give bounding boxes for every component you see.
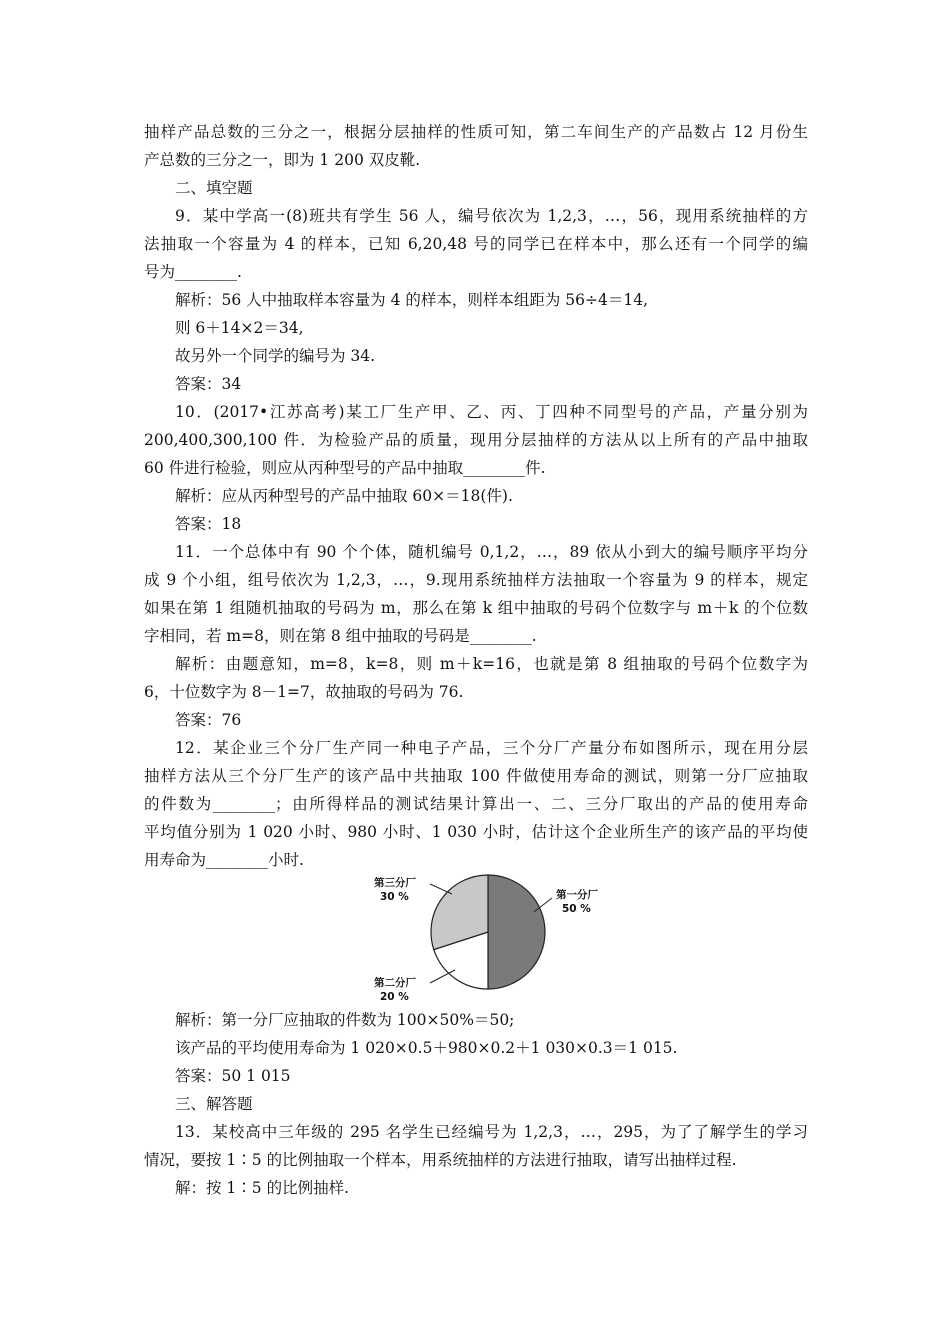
question-text: 号为________. [144, 263, 242, 281]
slice-percent-label: 50 % [562, 903, 591, 915]
question-text: 用寿命为________小时. [144, 851, 304, 869]
solution-text: 解析：应从丙种型号的产品中抽取 60×＝18(件). [175, 487, 513, 505]
solution-text: 解析：第一分厂应抽取的件数为 100×50%＝50; [175, 1011, 515, 1029]
answer-text: 答案：34 [175, 375, 242, 393]
question-text: 10．(2017•江苏高考)某工厂生产甲、乙、丙、丁四种不同型号的产品，产量分别为 [175, 403, 808, 421]
question-text: 的件数为________；由所得样品的测试结果计算出一、二、三分厂取出的产品的使用寿命 [144, 795, 808, 813]
slice-name-label: 第二分厂 [374, 977, 416, 989]
question-text: 如果在第 1 组随机抽取的号码为 m，那么在第 k 组中抽取的号码个位数字与 m＋k 的个位数 [144, 599, 808, 617]
slice-percent-label: 20 % [380, 991, 409, 1003]
section-heading: 二、填空题 [175, 179, 253, 197]
slice-name-label: 第一分厂 [556, 889, 598, 901]
slice-name-label: 第三分厂 [374, 877, 416, 889]
solution-text: 解析：56 人中抽取样本容量为 4 的样本，则样本组距为 56÷4＝14, [175, 291, 649, 309]
question-text: 11．一个总体中有 90 个个体，随机编号 0,1,2，…，89 依从小到大的编号顺序平均分 [175, 543, 808, 561]
pie-chart-svg [360, 862, 620, 1010]
solution-text: 故另外一个同学的编号为 34. [175, 347, 376, 365]
question-text: 13．某校高中三年级的 295 名学生已经编号为 1,2,3，…，295，为了了解学生的学习 [175, 1123, 808, 1141]
pie-slice [488, 875, 545, 989]
question-text: 平均值分别为 1 020 小时、980 小时、1 030 小时，估计这个企业所生产的该产品的平均使 [144, 823, 808, 841]
solution-text: 该产品的平均使用寿命为 1 020×0.5＋980×0.2＋1 030×0.3＝1 015. [175, 1039, 678, 1057]
solution-text: 则 6＋14×2＝34, [175, 319, 304, 337]
question-text: 9．某中学高一(8)班共有学生 56 人，编号依次为 1,2,3，…，56，现用系统抽样的方 [175, 207, 808, 225]
question-text: 60 件进行检验，则应从丙种型号的产品中抽取________件. [144, 459, 546, 477]
question-text: 情况，要按 1∶5 的比例抽取一个样本，用系统抽样的方法进行抽取，请写出抽样过程. [144, 1151, 737, 1169]
question-text: 200,400,300,100 件．为检验产品的质量，现用分层抽样的方法从以上所有的产品中抽取 [144, 431, 808, 449]
leader-line [430, 884, 452, 894]
question-text: 字相同，若 m=8，则在第 8 组中抽取的号码是________. [144, 627, 537, 645]
text-line: 产总数的三分之一，即为 1 200 双皮靴. [144, 151, 421, 169]
answer-text: 答案：50 1 015 [175, 1067, 291, 1085]
pie-chart [360, 862, 620, 1010]
solution-text: 解：按 1∶5 的比例抽样. [175, 1179, 350, 1197]
text-line: 抽样产品总数的三分之一，根据分层抽样的性质可知，第二车间生产的产品数占 12 月份生 [144, 123, 808, 141]
question-text: 成 9 个小组，组号依次为 1,2,3，…，9.现用系统抽样方法抽取一个容量为 9 的样本，规定 [144, 571, 808, 589]
question-text: 法抽取一个容量为 4 的样本，已知 6,20,48 号的同学已在样本中，那么还有一个同学的编 [144, 235, 808, 253]
section-heading: 三、解答题 [175, 1095, 253, 1113]
solution-text: 6，十位数字为 8－1=7，故抽取的号码为 76. [144, 683, 464, 701]
answer-text: 答案：18 [175, 515, 242, 533]
leader-line [430, 970, 455, 983]
slice-percent-label: 30 % [380, 891, 409, 903]
solution-text: 解析：由题意知，m=8，k=8，则 m＋k=16，也就是第 8 组抽取的号码个位数字为 [175, 655, 808, 673]
question-text: 抽样方法从三个分厂生产的该产品中共抽取 100 件做使用寿命的测试，则第一分厂应抽取 [144, 767, 808, 785]
question-text: 12．某企业三个分厂生产同一种电子产品，三个分厂产量分布如图所示，现在用分层 [175, 739, 808, 757]
answer-text: 答案：76 [175, 711, 242, 729]
